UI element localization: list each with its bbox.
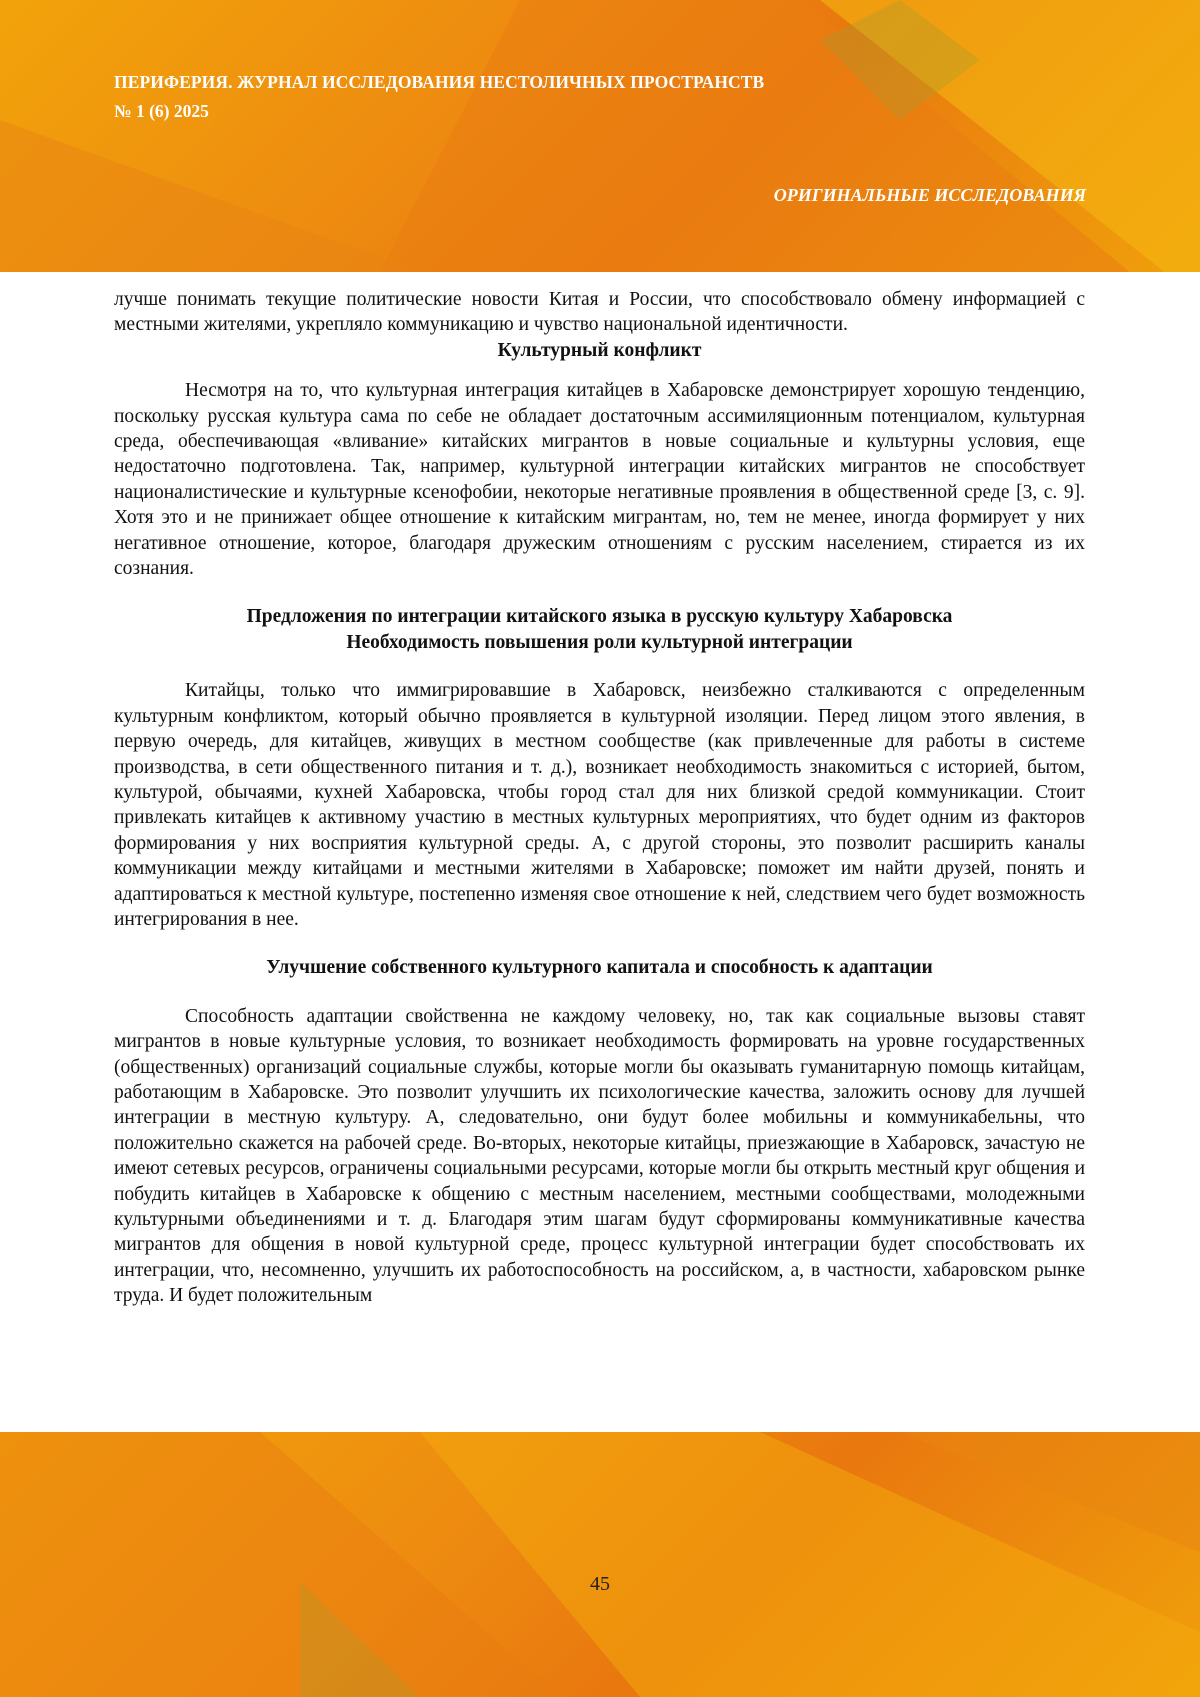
heading-cultural-conflict: Культурный конфликт <box>497 339 702 361</box>
section-label: ОРИГИНАЛЬНЫЕ ИССЛЕДОВАНИЯ <box>773 185 1086 205</box>
header-band <box>0 0 1200 272</box>
article-body <box>114 287 1085 1309</box>
header-decoration <box>0 0 1200 272</box>
journal-title: ПЕРИФЕРИЯ. ЖУРНАЛ ИССЛЕДОВАНИЯ НЕСТОЛИЧНЫХ ПРОСТРАНСТВ <box>114 72 765 92</box>
footer-decoration <box>0 1432 1200 1697</box>
page-number: 45 <box>590 1573 610 1595</box>
journal-issue: № 1 (6) 2025 <box>114 101 209 121</box>
heading-proposals: Предложения по интеграции китайского языка в русскую культуру Хабаровска <box>246 606 953 628</box>
paragraph-cultural-conflict: Несмотря на то, что культурная интеграция китайцев в Хабаровске демонстрирует хорошую тенденцию, поскольку русская культура сама по себе не обладает достаточным ассимиляционным потенциалом, культурная среда, обеспечивающая «вливание» китайских мигрантов в новые социальные и культурны условия, еще недостаточно подготовлена. Так, например, культурной интеграции китайских мигрантов не способствует националистические и культурные ксенофобии, некоторые негативные проявления в общественной среде [3, с. 9]. Хотя это и не принижает общее отношение к китайским мигрантам, но, тем не менее, иногда формирует у них негативное отношение, которое, благодаря дружеским отношениям с русским населением, стирается из их сознания. <box>114 380 1085 580</box>
footer-band <box>0 1432 1200 1697</box>
paragraph-integration-role: Китайцы, только что иммигрировавшие в Хабаровск, неизбежно сталкиваются с определенным культурным конфликтом, который обычно проявляется в культурной изоляции. Перед лицом этого явления, в первую очередь, для китайцев, живущих в местном сообществе (как привлеченные для работы в системе производства, в сети общественного питания и т. д.), возникает необходимость знакомиться с историей, бытом, культурой, обычаями, кухней Хабаровска, чтобы город стал для них близкой средой коммуникации. Стоит привлекать китайцев к активному участию в местных культурных мероприятиях, что будет одним из факторов формирования у них восприятия культурной среды. А, с другой стороны, это позволит расширить каналы коммуникации между китайцами и местными жителями в Хабаровске; поможет им найти друзей, понять и адаптироваться к местной культуре, постепенно изменяя свое отношение к ней, следствием чего будет возможность интегрирования в нее. <box>114 680 1085 930</box>
heading-integration-role: Необходимость повышения роли культурной интеграции <box>346 631 853 653</box>
continued-paragraph: лучше понимать текущие политические новости Китая и России, что способствовало обмену информацией с местными жителями, укрепляло коммуникацию и чувство национальной идентичности. <box>114 289 1085 336</box>
paragraph-cultural-capital: Способность адаптации свойственна не каждому человеку, но, так как социальные вызовы ставят мигрантов в новые культурные условия, то возникает необходимость формировать на уровне государственных (общественных) организаций социальные службы, которые могли бы оказывать гуманитарную помощь китайцам, работающим в Хабаровске. Это позволит улучшить их психологические качества, заложить основу для лучшей интеграции в местную культуру. А, следовательно, они будут более мобильны и коммуникабельны, что положительно скажется на рабочей среде. Во-вторых, некоторые китайцы, приезжающие в Хабаровск, зачастую не имеют сетевых ресурсов, ограничены социальными ресурсами, которые могли бы открыть местный круг общения и побудить китайцев в Хабаровске к общению с местным населением, местными сообществами, молодежными культурными объединениями и т. д. Благодаря этим шагам будут сформированы коммуникативные качества мигрантов для общения в новой культурной среде, процесс культурной интеграции будет способствовать их интеграции, что, несомненно, улучшить их работоспособность на российском, а, в частности, хабаровском рынке труда. И будет положительным <box>114 1005 1085 1307</box>
heading-cultural-capital: Улучшение собственного культурного капитала и способность к адаптации <box>266 957 933 979</box>
